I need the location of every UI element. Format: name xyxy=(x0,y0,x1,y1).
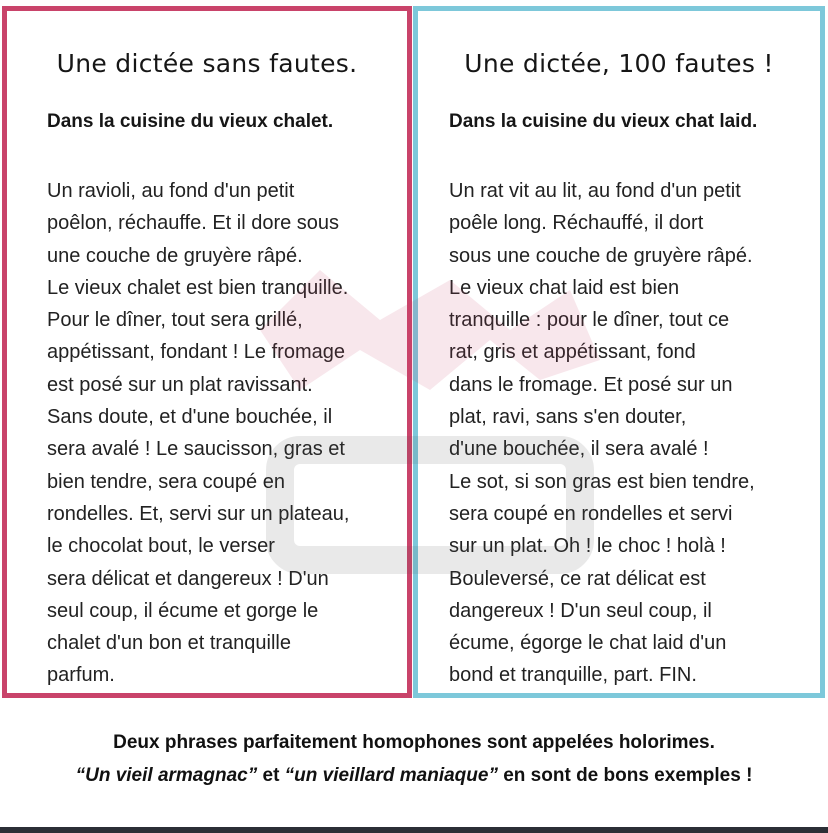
left-text-line: sera avalé ! Le saucisson, gras et xyxy=(47,438,345,461)
left-text-line: bien tendre, sera coupé en xyxy=(47,470,285,493)
right-text-line: sur un plat. Oh ! le choc ! holà ! xyxy=(449,535,726,558)
right-text-line: sous une couche de gruyère râpé. xyxy=(449,244,753,267)
right-title: Une dictée, 100 fautes ! xyxy=(464,49,774,78)
left-body-text xyxy=(47,175,349,692)
right-text-line: sera coupé en rondelles et servi xyxy=(449,502,733,525)
right-text-line: rat, gris et appétissant, fond xyxy=(449,341,696,364)
footer-connector: et xyxy=(257,765,285,786)
left-panel xyxy=(2,6,412,698)
left-text-line: une couche de gruyère râpé. xyxy=(47,244,303,267)
right-text-line: d'une bouchée, il sera avalé ! xyxy=(449,438,709,461)
left-text-line: parfum. xyxy=(47,664,115,687)
right-text-line: plat, ravi, sans s'en douter, xyxy=(449,406,687,429)
left-title: Une dictée sans fautes. xyxy=(56,49,358,78)
left-text-line: chalet d'un bon et tranquille xyxy=(47,632,291,655)
left-text-line: seul coup, il écume et gorge le xyxy=(47,599,319,622)
footer-example-2: “un vieillard maniaque” xyxy=(284,765,498,786)
right-subtitle: Dans la cuisine du vieux chat laid. xyxy=(449,111,758,132)
left-text-line: Sans doute, et d'une bouchée, il xyxy=(47,406,333,429)
right-panel xyxy=(413,6,825,698)
left-text-line: rondelles. Et, servi sur un plateau, xyxy=(47,502,350,525)
right-text-line: Le vieux chat laid est bien xyxy=(449,276,680,299)
footer-example-1: “Un vieil armagnac” xyxy=(75,765,258,786)
left-text-line: Pour le dîner, tout sera grillé, xyxy=(47,309,303,332)
right-text-line: bond et tranquille, part. FIN. xyxy=(449,664,697,687)
left-text-line: le chocolat bout, le verser xyxy=(47,535,275,558)
footer-line-1: Deux phrases parfaitement homophones sont appelées holorimes. xyxy=(113,732,715,753)
right-text-line: poêle long. Réchauffé, il dort xyxy=(449,212,704,235)
left-text-line: Un ravioli, au fond d'un petit xyxy=(47,180,295,202)
right-text-line: Un rat vit au lit, au fond d'un petit xyxy=(449,180,741,202)
footer-tail: en sont de bons exemples ! xyxy=(497,765,753,786)
right-text-line: Bouleversé, ce rat délicat est xyxy=(449,567,706,590)
right-body-text xyxy=(449,175,755,692)
left-text-line: sera délicat et dangereux ! D'un xyxy=(47,567,329,590)
right-text-line: dans le fromage. Et posé sur un xyxy=(449,373,733,396)
right-text-line: Le sot, si son gras est bien tendre, xyxy=(449,470,755,493)
right-text-line: tranquille : pour le dîner, tout ce xyxy=(449,309,730,332)
footer-line-2 xyxy=(0,765,828,787)
footer xyxy=(0,708,828,827)
bottom-bar xyxy=(0,827,828,833)
left-text-line: appétissant, fondant ! Le fromage xyxy=(47,341,345,364)
left-subtitle: Dans la cuisine du vieux chalet. xyxy=(47,111,334,132)
left-text-line: Le vieux chalet est bien tranquille. xyxy=(47,276,349,299)
left-text-line: poêlon, réchauffe. Et il dore sous xyxy=(47,212,340,235)
right-text-line: écume, égorge le chat laid d'un xyxy=(449,632,727,655)
right-text-line: dangereux ! D'un seul coup, il xyxy=(449,599,712,622)
left-text-line: est posé sur un plat ravissant. xyxy=(47,373,313,396)
